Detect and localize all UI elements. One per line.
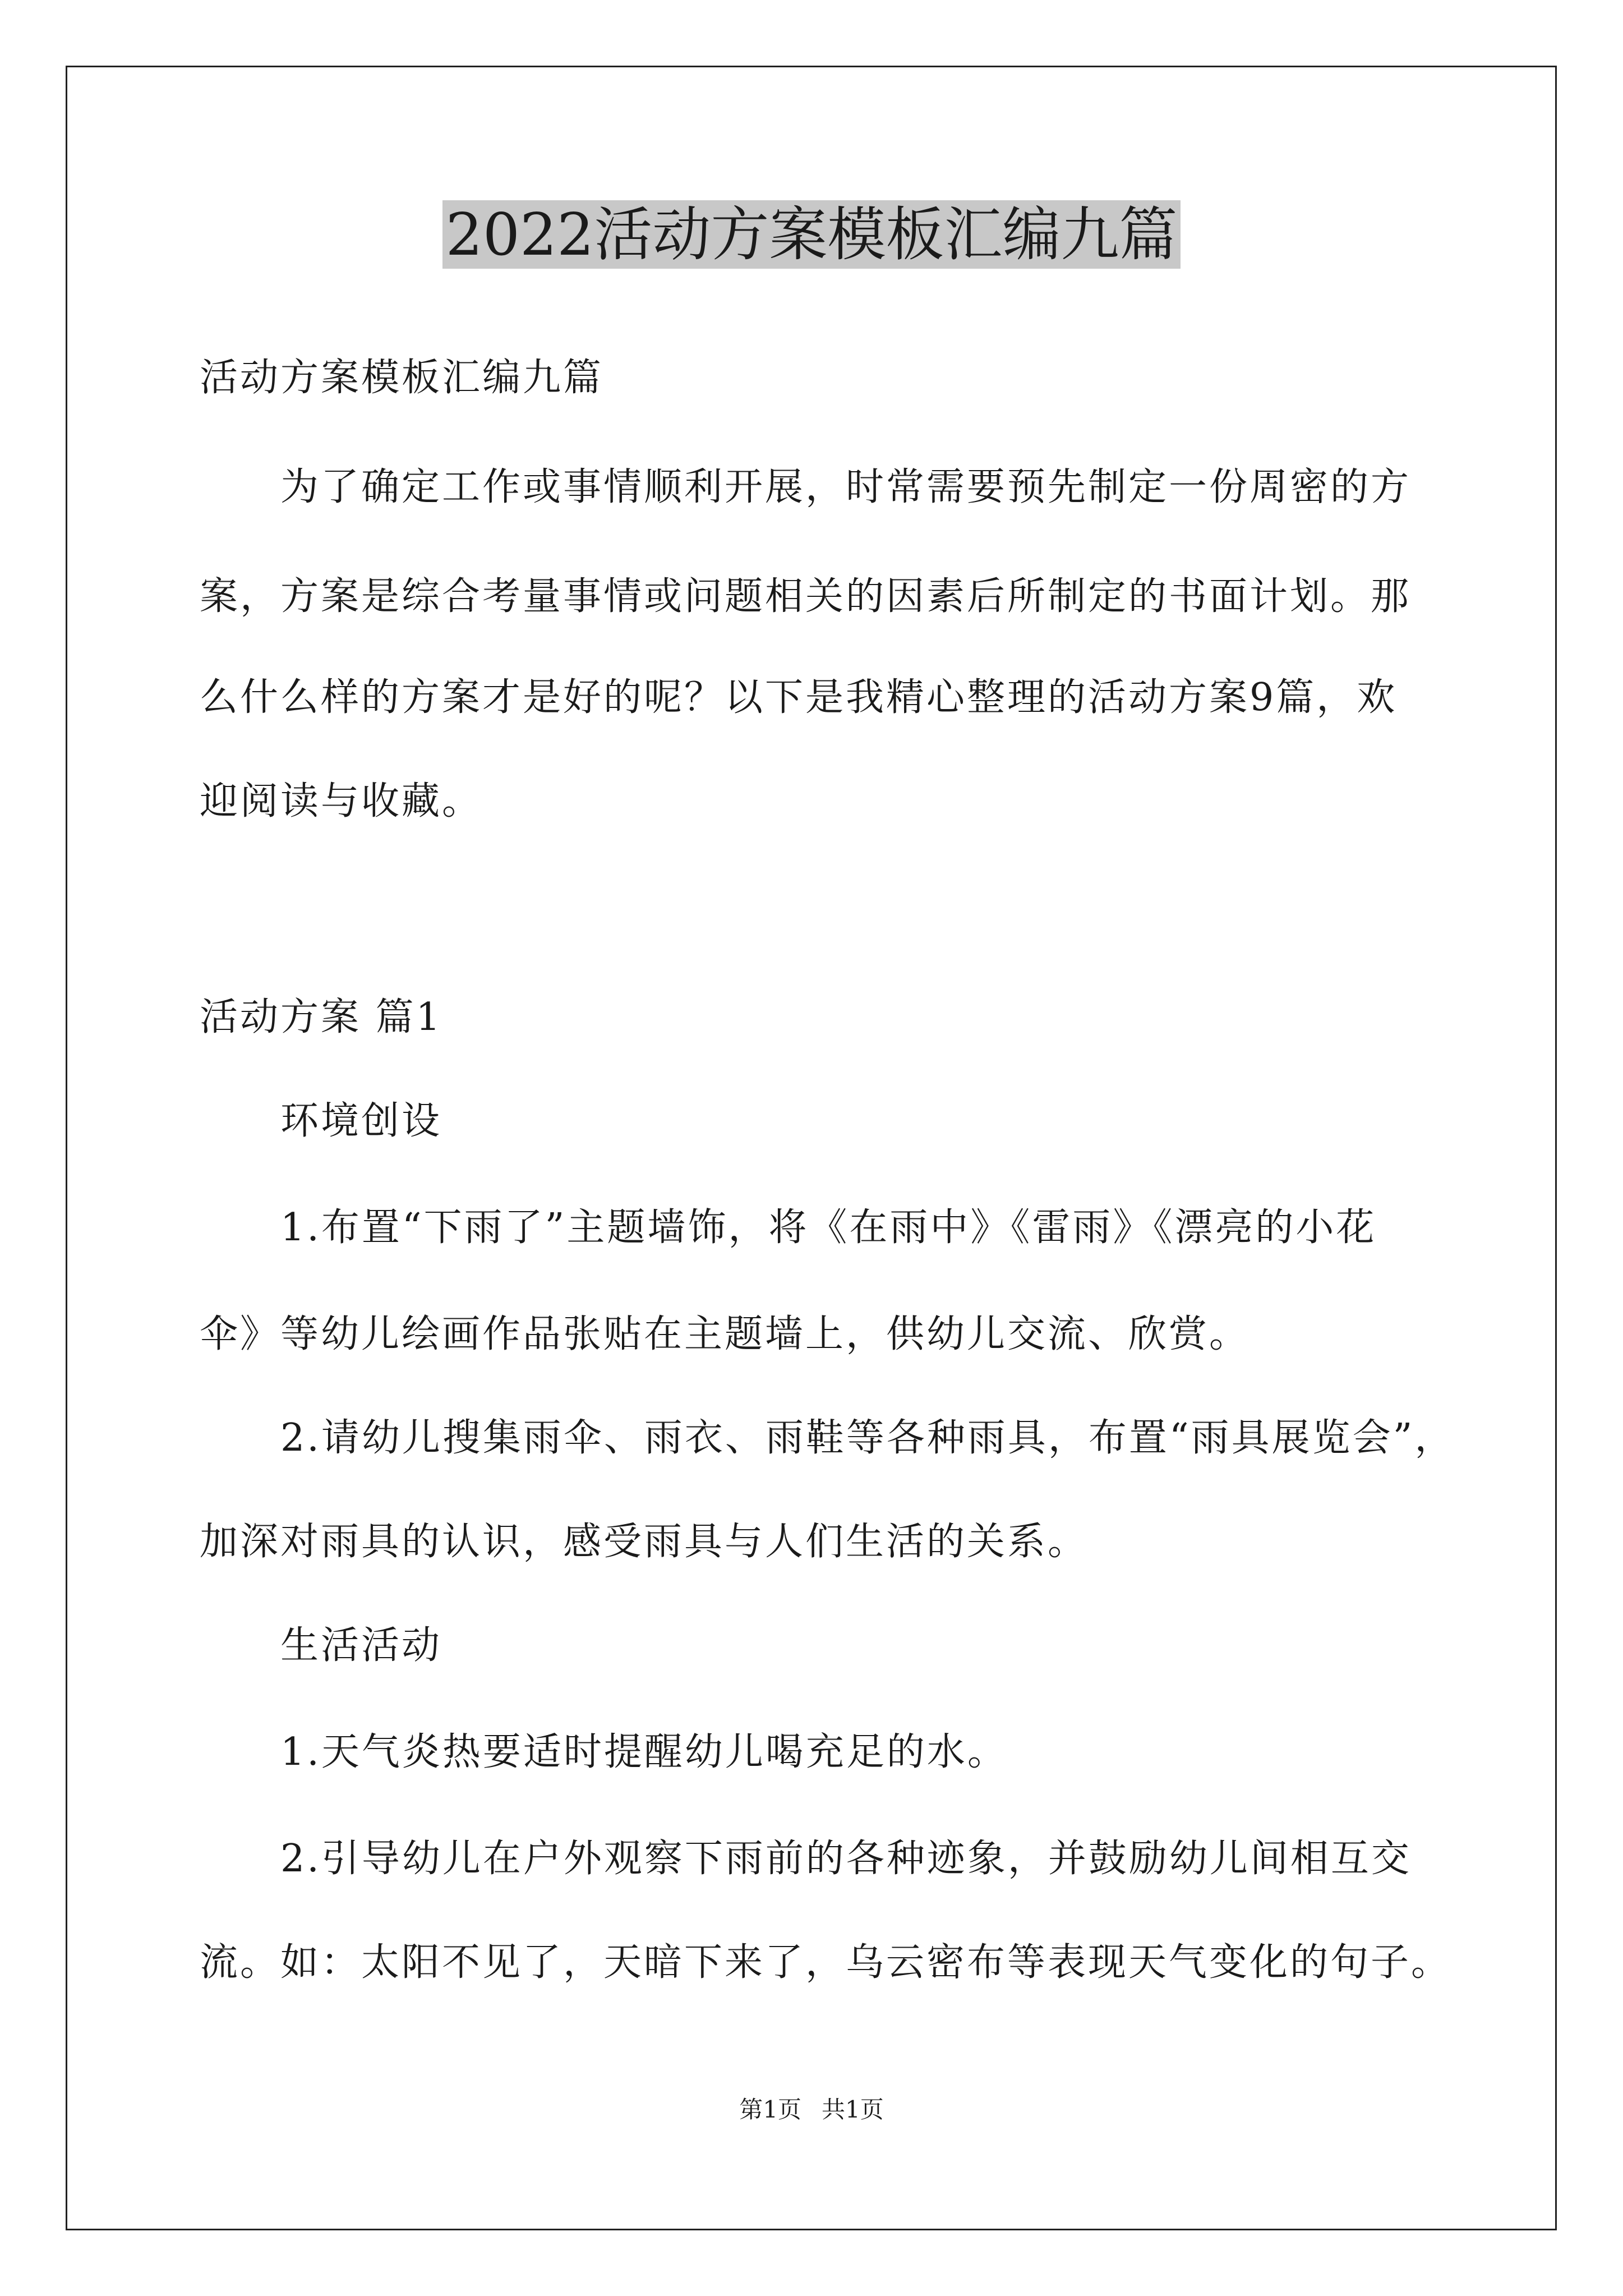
intro-line: 为了确定工作或事情顺利开展，时常需要预先制定一份周密的方 [280,465,1412,509]
env-heading: 环境创设 [280,1099,442,1143]
document-subtitle: 活动方案模板汇编九篇 [200,356,604,400]
env-item-line: 2.请幼儿搜集雨伞、雨衣、雨鞋等各种雨具，布置“雨具展览会”， [280,1416,1455,1460]
page-footer [0,2098,1623,2122]
env-item-line: 1.布置“下雨了”主题墙饰，将《在雨中》《雷雨》《漂亮的小花 [280,1205,1377,1250]
life-item-line: 流。如：太阳不见了，天暗下来了，乌云密布等表现天气变化的句子。 [200,1940,1452,1985]
life-item-line: 2.引导幼儿在户外观察下雨前的各种迹象，并鼓励幼儿间相互交 [280,1837,1412,1881]
section-heading: 活动方案 篇1 [200,995,442,1039]
intro-line: 迎阅读与收藏。 [200,779,483,823]
intro-line: 案，方案是综合考量事情或问题相关的因素后所制定的书面计划。那 [200,574,1412,619]
document-title [0,200,1623,270]
life-item-line: 1.天气炎热要适时提醒幼儿喝充足的水。 [280,1730,1008,1774]
env-item-line: 加深对雨具的认识，感受雨具与人们生活的关系。 [200,1520,1089,1564]
page-total: 共1页 [822,2096,884,2123]
document-title-text: 2022活动方案模板汇编九篇 [442,200,1181,269]
env-item-line: 伞》等幼儿绘画作品张贴在主题墙上，供幼儿交流、欣赏。 [200,1312,1250,1356]
life-heading: 生活活动 [280,1623,442,1668]
page-number: 第1页 [739,2096,801,2123]
intro-line: 么什么样的方案才是好的呢？以下是我精心整理的活动方案9篇，欢 [200,675,1398,720]
